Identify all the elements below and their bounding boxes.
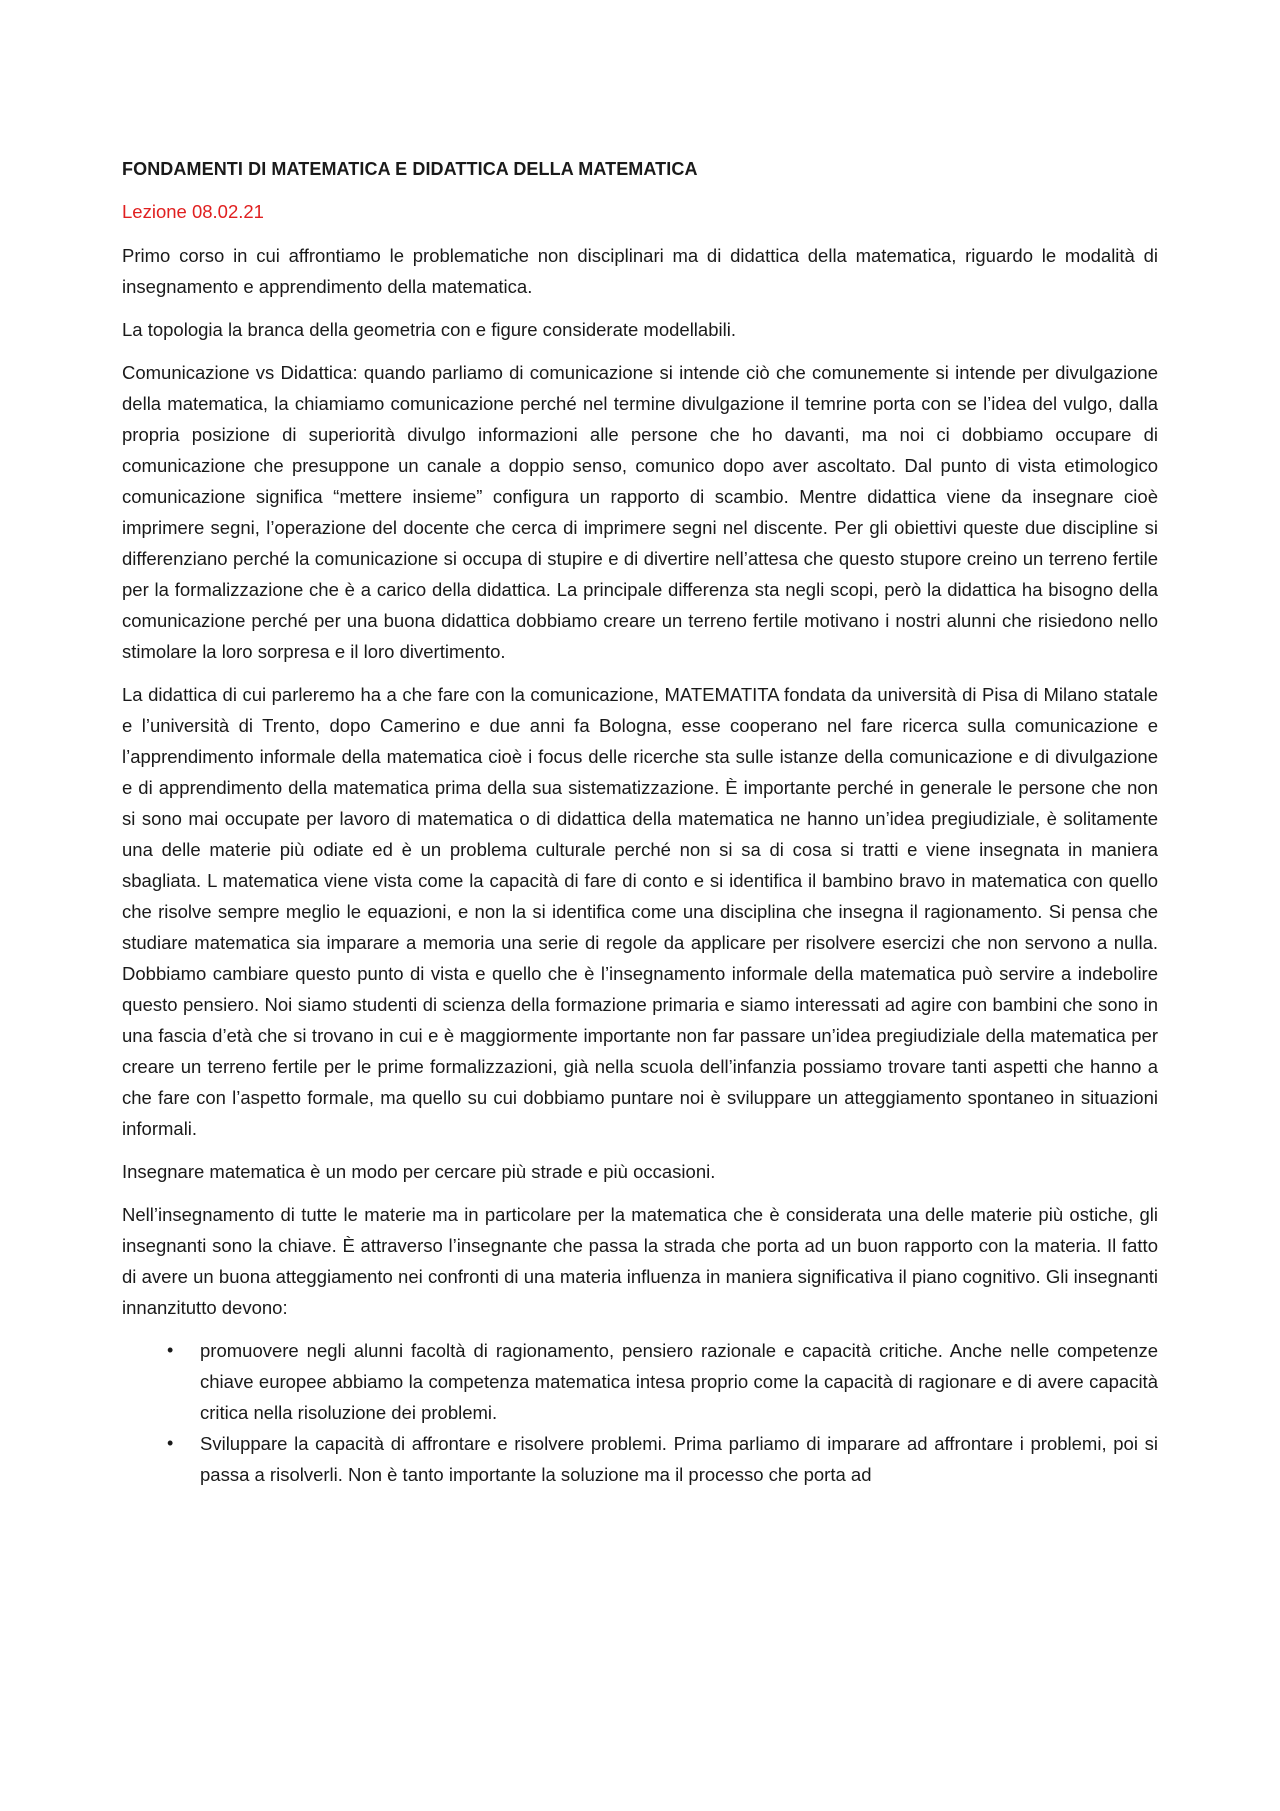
lesson-date: Lezione 08.02.21: [122, 201, 264, 222]
paragraph: Comunicazione vs Didattica: quando parliamo di comunicazione si intende ciò che comunemente si intende per divulgazione della matematica, la chiamiamo comunicazione perché nel termine divulgazione il temrine porta con se l’idea del vulgo, dalla propria posizione di superiorità divulgo informazioni alle persone che ho davanti, ma noi ci dobbiamo occupare di comunicazione che presuppone un canale a doppio senso, comunico dopo aver ascoltato. Dal punto di vista etimologico comunicazione significa “mettere insieme” configura un rapporto di scambio. Mentre didattica viene da insegnare cioè imprimere segni, l’operazione del docente che cerca di imprimere segni nel discente. Per gli obiettivi queste due discipline si differenziano perché la comunicazione si occupa di stupire e di divertire nell’attesa che questo stupore creino un terreno fertile per la formalizzazione che è a carico della didattica. La principale differenza sta negli scopi, però la didattica ha bisogno della comunicazione perché per una buona didattica dobbiamo creare un terreno fertile motivano i nostri alunni che risiedono nello stimolare la loro sorpresa e il loro divertimento.: [122, 362, 1158, 662]
list-item-text: Sviluppare la capacità di affrontare e risolvere problemi. Prima parliamo di imparare ad affrontare i problemi, poi si passa a risolverli. Non è tanto importante la soluzione ma il processo che porta ad: [200, 1433, 1158, 1485]
bullet-list: [122, 1335, 1158, 1490]
paragraph: Insegnare matematica è un modo per cercare più strade e più occasioni.: [122, 1161, 716, 1182]
document-title: FONDAMENTI DI MATEMATICA E DIDATTICA DELLA MATEMATICA: [122, 159, 698, 179]
paragraph: Primo corso in cui affrontiamo le problematiche non disciplinari ma di didattica della matematica, riguardo le modalità di insegnamento e apprendimento della matematica.: [122, 245, 1158, 297]
bullet-icon: •: [167, 1340, 174, 1360]
bullet-icon: •: [167, 1433, 174, 1453]
list-item: [122, 1428, 1158, 1490]
paragraph: La topologia la branca della geometria con e figure considerate modellabili.: [122, 319, 736, 340]
paragraph: Nell’insegnamento di tutte le materie ma in particolare per la matematica che è considerata una delle materie più ostiche, gli insegnanti sono la chiave. È attraverso l’insegnante che passa la strada che porta ad un buon rapporto con la materia. Il fatto di avere un buona atteggiamento nei confronti di una materia influenza in maniera significativa il piano cognitivo. Gli insegnanti innanzitutto devono:: [122, 1204, 1158, 1318]
list-item-text: promuovere negli alunni facoltà di ragionamento, pensiero razionale e capacità critiche. Anche nelle competenze chiave europee abbiamo la competenza matematica intesa proprio come la capacità di ragionare e di avere capacità critica nella risoluzione dei problemi.: [200, 1340, 1158, 1423]
list-item: [122, 1335, 1158, 1428]
paragraph: La didattica di cui parleremo ha a che fare con la comunicazione, MATEMATITA fondata da università di Pisa di Milano statale e l’università di Trento, dopo Camerino e due anni fa Bologna, esse cooperano nel fare ricerca sulla comunicazione e l’apprendimento informale della matematica cioè i focus delle ricerche sta sulle istanze della comunicazione e di divulgazione e di apprendimento della matematica prima della sua sistematizzazione. È importante perché in generale le persone che non si sono mai occupate per lavoro di matematica o di didattica della matematica ne hanno un’idea pregiudiziale, è solitamente una delle materie più odiate ed è un problema culturale perché non si sa di cosa si tratti e viene insegnata in maniera sbagliata. L matematica viene vista come la capacità di fare di conto e si identifica il bambino bravo in matematica con quello che risolve sempre meglio le equazioni, e non la si identifica come una disciplina che insegna il ragionamento. Si pensa che studiare matematica sia imparare a memoria una serie di regole da applicare per risolvere esercizi che non servono a nulla. Dobbiamo cambiare questo punto di vista e quello che è l’insegnamento informale della matematica può servire a indebolire questo pensiero. Noi siamo studenti di scienza della formazione primaria e siamo interessati ad agire con bambini che sono in una fascia d’età che si trovano in cui e è maggiormente importante non far passare un’idea pregiudiziale della matematica per creare un terreno fertile per le prime formalizzazioni, già nella scuola dell’infanzia possiamo trovare tanti aspetti che hanno a che fare con l’aspetto formale, ma quello su cui dobbiamo puntare noi è sviluppare un atteggiamento spontaneo in situazioni informali.: [122, 684, 1158, 1139]
document-page: [122, 154, 1158, 1490]
